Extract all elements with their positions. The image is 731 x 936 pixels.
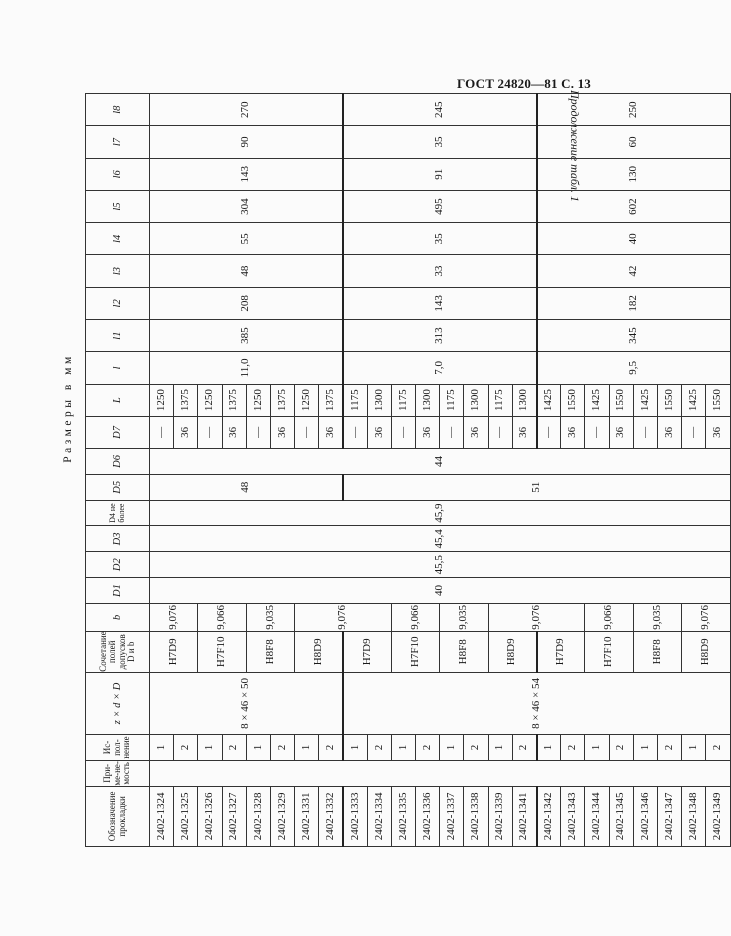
D7-cell: — bbox=[633, 416, 657, 448]
table-caption: Продолжение табл. 1 bbox=[568, 90, 582, 202]
designation-cell: 2402-1324 bbox=[150, 786, 174, 846]
execution-cell: 2 bbox=[222, 735, 246, 761]
designation-cell: 2402-1344 bbox=[585, 786, 609, 846]
execution-cell: 1 bbox=[295, 735, 319, 761]
col-tolerance: Сочетание полей допусков D и b bbox=[86, 631, 150, 672]
L-cell: 1425 bbox=[633, 384, 657, 416]
designation-cell: 2402-1325 bbox=[174, 786, 198, 846]
col-execution: Ис-пол-нение bbox=[86, 735, 150, 761]
l4-cell: 40 bbox=[537, 223, 731, 255]
execution-cell: 2 bbox=[657, 735, 681, 761]
L-cell: 1425 bbox=[537, 384, 561, 416]
D7-cell: 36 bbox=[367, 416, 391, 448]
execution-cell: 1 bbox=[537, 735, 561, 761]
tolerance-cell: H7F10 bbox=[585, 631, 633, 672]
D7-cell: — bbox=[198, 416, 222, 448]
designation-cell: 2402-1345 bbox=[609, 786, 633, 846]
l1-cell: 313 bbox=[343, 319, 537, 351]
execution-cell: 1 bbox=[585, 735, 609, 761]
tolerance-cell: H8D9 bbox=[295, 631, 343, 672]
col-l6: l6 bbox=[86, 158, 150, 190]
tolerance-cell: H8F8 bbox=[633, 631, 681, 672]
L-cell: 1375 bbox=[222, 384, 246, 416]
designation-cell: 2402-1329 bbox=[270, 786, 294, 846]
b-cell: 9,076 bbox=[150, 603, 198, 631]
L-cell: 1250 bbox=[246, 384, 270, 416]
designation-cell: 2402-1327 bbox=[222, 786, 246, 846]
D1-cell: 40 bbox=[150, 578, 731, 604]
l-cell: 11,0 bbox=[150, 352, 344, 384]
D7-cell: — bbox=[537, 416, 561, 448]
D7-cell: 36 bbox=[464, 416, 488, 448]
l2-cell: 143 bbox=[343, 287, 537, 319]
L-cell: 1375 bbox=[270, 384, 294, 416]
execution-cell: 1 bbox=[150, 735, 174, 761]
L-cell: 1175 bbox=[343, 384, 367, 416]
L-cell: 1300 bbox=[464, 384, 488, 416]
l6-cell: 91 bbox=[343, 158, 537, 190]
tolerance-cell: H8F8 bbox=[440, 631, 488, 672]
D7-cell: 36 bbox=[174, 416, 198, 448]
col-designation: Обозначение прокладки bbox=[86, 786, 150, 846]
l3-cell: 42 bbox=[537, 255, 731, 287]
col-l: l bbox=[86, 352, 150, 384]
D5-cell: 51 bbox=[343, 474, 730, 500]
l3-cell: 33 bbox=[343, 255, 537, 287]
D7-cell: — bbox=[295, 416, 319, 448]
col-D2: D2 bbox=[86, 552, 150, 578]
b-cell: 9,076 bbox=[682, 603, 730, 631]
designation-cell: 2402-1349 bbox=[706, 786, 730, 846]
col-D1: D1 bbox=[86, 578, 150, 604]
col-D4: D4 не более bbox=[86, 500, 150, 526]
D7-cell: 36 bbox=[609, 416, 633, 448]
D7-cell: 36 bbox=[319, 416, 343, 448]
L-cell: 1550 bbox=[657, 384, 681, 416]
l5-cell: 495 bbox=[343, 190, 537, 222]
designation-cell: 2402-1347 bbox=[657, 786, 681, 846]
L-cell: 1300 bbox=[512, 384, 536, 416]
execution-cell: 1 bbox=[343, 735, 367, 761]
execution-cell: 2 bbox=[512, 735, 536, 761]
designation-cell: 2402-1343 bbox=[561, 786, 585, 846]
page-header: ГОСТ 24820—81 С. 13 bbox=[457, 76, 591, 91]
execution-cell: 2 bbox=[416, 735, 440, 761]
zdD-cell: 8 × 46 × 54 bbox=[343, 672, 730, 734]
D7-cell: — bbox=[150, 416, 174, 448]
designation-cell: 2402-1326 bbox=[198, 786, 222, 846]
L-cell: 1425 bbox=[682, 384, 706, 416]
tolerance-cell: H7F10 bbox=[198, 631, 246, 672]
col-l4: l4 bbox=[86, 223, 150, 255]
col-D7: D7 bbox=[86, 416, 150, 448]
l7-cell: 90 bbox=[150, 126, 344, 158]
designation-cell: 2402-1334 bbox=[367, 786, 391, 846]
designation-cell: 2402-1336 bbox=[416, 786, 440, 846]
designation-cell: 2402-1335 bbox=[391, 786, 415, 846]
designation-cell: 2402-1348 bbox=[682, 786, 706, 846]
l8-cell: 250 bbox=[537, 94, 731, 126]
L-cell: 1175 bbox=[440, 384, 464, 416]
col-l8: l8 bbox=[86, 94, 150, 126]
b-cell: 9,035 bbox=[633, 603, 681, 631]
D7-cell: — bbox=[391, 416, 415, 448]
D7-cell: 36 bbox=[512, 416, 536, 448]
L-cell: 1550 bbox=[561, 384, 585, 416]
D4-cell: 45,9 bbox=[150, 500, 731, 526]
D7-cell: 36 bbox=[416, 416, 440, 448]
D7-cell: — bbox=[488, 416, 512, 448]
b-cell: 9,066 bbox=[585, 603, 633, 631]
col-l7: l7 bbox=[86, 126, 150, 158]
col-l5: l5 bbox=[86, 190, 150, 222]
L-cell: 1550 bbox=[609, 384, 633, 416]
designation-cell: 2402-1328 bbox=[246, 786, 270, 846]
L-cell: 1550 bbox=[706, 384, 730, 416]
tolerance-cell: H8D9 bbox=[682, 631, 730, 672]
b-cell: 9,035 bbox=[440, 603, 488, 631]
L-cell: 1250 bbox=[198, 384, 222, 416]
l4-cell: 55 bbox=[150, 223, 344, 255]
execution-cell: 2 bbox=[270, 735, 294, 761]
col-l2: l2 bbox=[86, 287, 150, 319]
col-l3: l3 bbox=[86, 255, 150, 287]
l5-cell: 304 bbox=[150, 190, 344, 222]
tolerance-cell: H8D9 bbox=[488, 631, 536, 672]
execution-cell: 1 bbox=[682, 735, 706, 761]
D7-cell: 36 bbox=[706, 416, 730, 448]
col-D6: D6 bbox=[86, 449, 150, 475]
designation-cell: 2402-1337 bbox=[440, 786, 464, 846]
L-cell: 1375 bbox=[174, 384, 198, 416]
l3-cell: 48 bbox=[150, 255, 344, 287]
tolerance-cell: H7F10 bbox=[391, 631, 439, 672]
D2-cell: 45,5 bbox=[150, 552, 731, 578]
D7-cell: — bbox=[682, 416, 706, 448]
b-cell: 9,076 bbox=[295, 603, 392, 631]
designation-cell: 2402-1338 bbox=[464, 786, 488, 846]
l4-cell: 35 bbox=[343, 223, 537, 255]
execution-cell: 1 bbox=[391, 735, 415, 761]
execution-cell: 1 bbox=[246, 735, 270, 761]
b-cell: 9,035 bbox=[246, 603, 294, 631]
designation-cell: 2402-1342 bbox=[537, 786, 561, 846]
D7-cell: 36 bbox=[270, 416, 294, 448]
execution-cell: 2 bbox=[319, 735, 343, 761]
designation-cell: 2402-1332 bbox=[319, 786, 343, 846]
l7-cell: 35 bbox=[343, 126, 537, 158]
zdD-cell: 8 × 46 × 50 bbox=[150, 672, 344, 734]
L-cell: 1175 bbox=[391, 384, 415, 416]
D7-cell: — bbox=[246, 416, 270, 448]
col-applicability: При-ме-не-мость bbox=[86, 760, 150, 786]
designation-cell: 2402-1331 bbox=[295, 786, 319, 846]
applicability-cell bbox=[150, 760, 731, 786]
designation-cell: 2402-1339 bbox=[488, 786, 512, 846]
execution-cell: 2 bbox=[706, 735, 730, 761]
tolerance-cell: H7D9 bbox=[537, 631, 585, 672]
l1-cell: 385 bbox=[150, 319, 344, 351]
execution-cell: 1 bbox=[488, 735, 512, 761]
dimensions-label: Размеры в мм bbox=[62, 353, 74, 463]
col-D5: D5 bbox=[86, 474, 150, 500]
execution-cell: 1 bbox=[633, 735, 657, 761]
col-L: L bbox=[86, 384, 150, 416]
execution-cell: 2 bbox=[367, 735, 391, 761]
b-cell: 9,066 bbox=[198, 603, 246, 631]
D5-cell: 48 bbox=[150, 474, 344, 500]
execution-cell: 2 bbox=[561, 735, 585, 761]
l8-cell: 270 bbox=[150, 94, 344, 126]
L-cell: 1175 bbox=[488, 384, 512, 416]
tolerance-cell: H8F8 bbox=[246, 631, 294, 672]
l1-cell: 345 bbox=[537, 319, 731, 351]
rotated-table-wrapper bbox=[85, 93, 724, 847]
execution-cell: 2 bbox=[464, 735, 488, 761]
D7-cell: — bbox=[585, 416, 609, 448]
l6-cell: 130 bbox=[537, 158, 731, 190]
D3-cell: 45,4 bbox=[150, 526, 731, 552]
D7-cell: 36 bbox=[657, 416, 681, 448]
b-cell: 9,076 bbox=[488, 603, 585, 631]
L-cell: 1425 bbox=[585, 384, 609, 416]
col-b: b bbox=[86, 603, 150, 631]
l2-cell: 182 bbox=[537, 287, 731, 319]
l7-cell: 60 bbox=[537, 126, 731, 158]
D7-cell: 36 bbox=[561, 416, 585, 448]
l5-cell: 602 bbox=[537, 190, 731, 222]
L-cell: 1250 bbox=[295, 384, 319, 416]
L-cell: 1300 bbox=[416, 384, 440, 416]
D7-cell: — bbox=[440, 416, 464, 448]
l6-cell: 143 bbox=[150, 158, 344, 190]
col-D3: D3 bbox=[86, 526, 150, 552]
table-row bbox=[150, 94, 174, 847]
execution-cell: 2 bbox=[174, 735, 198, 761]
col-zdD: z × d × D bbox=[86, 672, 150, 734]
execution-cell: 2 bbox=[609, 735, 633, 761]
L-cell: 1250 bbox=[150, 384, 174, 416]
designation-cell: 2402-1333 bbox=[343, 786, 367, 846]
col-l1: l1 bbox=[86, 319, 150, 351]
l2-cell: 208 bbox=[150, 287, 344, 319]
designation-cell: 2402-1341 bbox=[512, 786, 536, 846]
D7-cell: 36 bbox=[222, 416, 246, 448]
D6-cell: 44 bbox=[150, 449, 731, 475]
D7-cell: — bbox=[343, 416, 367, 448]
l8-cell: 245 bbox=[343, 94, 537, 126]
tolerance-cell: H7D9 bbox=[343, 631, 391, 672]
tolerance-cell: H7D9 bbox=[150, 631, 198, 672]
execution-cell: 1 bbox=[440, 735, 464, 761]
L-cell: 1300 bbox=[367, 384, 391, 416]
L-cell: 1375 bbox=[319, 384, 343, 416]
dimensions-table bbox=[85, 93, 731, 847]
execution-cell: 1 bbox=[198, 735, 222, 761]
l-cell: 7,0 bbox=[343, 352, 537, 384]
l-cell: 9,5 bbox=[537, 352, 731, 384]
b-cell: 9,066 bbox=[391, 603, 439, 631]
designation-cell: 2402-1346 bbox=[633, 786, 657, 846]
